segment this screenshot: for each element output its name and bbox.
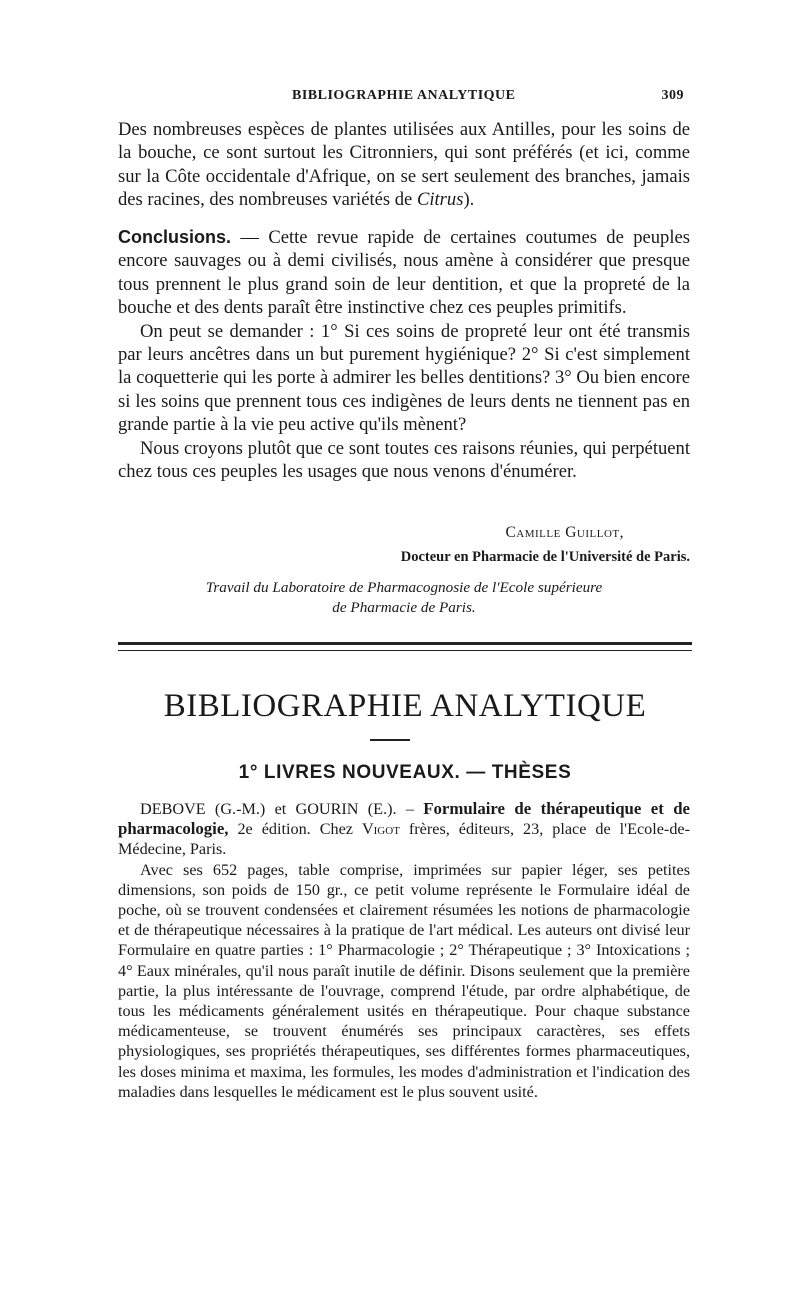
conclusions-heading: Conclusions. xyxy=(118,227,232,247)
entry-publisher: Vigot xyxy=(361,820,400,839)
signature-block xyxy=(118,521,690,569)
entry-review: Avec ses 652 pages, table comprise, imprimées sur papier léger, ses petites dimensions, son poids de 150 gr., ce petit volume représente le Formulaire idéal de poche, où se trouvent condensées et clairement résumées les notions de pharmacologie et de thérapeutique nécessaires à la pratique de l'art médical. Les auteurs ont divisé leur Formulaire en quatre parties : 1° Pharmacologie ; 2° Thérapeutique ; 3° Intoxications ; 4° Eaux minérales, qu'il nous paraît inutile de définir. Disons seulement que la première partie, la plus intéressante de l'ouvrage, comprend l'étude, par ordre alphabétique, de tous les médicaments généralement usités en thérapeutique. Pour chaque substance médicamenteuse, se trouvent énumérés ses principaux caractères, ses effets physiologiques, ses propriétés thérapeutiques, ses différentes formes pharmaceutiques, les doses minima et maxima, les formules, les modes d'administration et l'indication des maladies dans lesquelles le médicament est le plus souvent usité. xyxy=(118,860,690,1101)
conclusions-paragraph-2: On peut se demander : 1° Si ces soins de propreté leur ont été transmis par leurs ancêtres dans un but purement hygiénique? 2° Si c'est simplement la coquetterie qui les porte à admirer les belles dentitions? 3° Ou bien encore si les soins que prennent tous ces indigènes de leurs dents ne tiennent pas en grande partie à la vie peu active qu'ils mènent? xyxy=(118,320,690,436)
section-divider xyxy=(118,642,692,654)
entry-book-title: Formulaire de thérapeutique et de pharmacologie, xyxy=(118,799,691,839)
citrus-term: Citrus xyxy=(416,189,464,211)
conclusions-section xyxy=(118,226,690,483)
laboratory-note-line-1: Travail du Laboratoire de Pharmacognosie de l'Ecole supérieure xyxy=(205,579,603,596)
conclusions-paragraph-3: Nous croyons plutôt que ce sont toutes ces raisons réunies, qui perpétuent chez tous ces peuples les usages que nous venons d'énumérer. xyxy=(118,437,690,483)
entry-publisher-rest: frères, éditeurs, 23, place de l'Ecole-de-Médecine, Paris. xyxy=(118,820,690,859)
section-title: BIBLIOGRAPHIE ANALYTIQUE xyxy=(163,688,647,724)
bibliography-entry xyxy=(118,799,690,1102)
conclusions-paragraph-1: — Cette revue rapide de certaines coutumes de peuples encore sauvages ou à demi civilisés, nous amène à considérer que presque tous prennent le plus grand soin de leur dentition, et que la propreté de la bouche et des dents paraît être instinctive chez ces peuples primitifs. xyxy=(118,227,690,319)
title-underline xyxy=(370,739,410,741)
entry-edition: 2e édition. Chez xyxy=(237,820,353,839)
divider-thin-line xyxy=(118,650,692,651)
paragraph-antilles-text: Des nombreuses espèces de plantes utilisées aux Antilles, pour les soins de la bouche, ce sont surtout les Citronniers, qui sont préférés (et ici, comme sur la Côte occidentale d'Afrique, on se sert seulement des branches, jamais des racines, des nombreuses variétés de xyxy=(118,119,690,211)
entry-authors: DEBOVE (G.-M.) et GOURIN (E.). – xyxy=(140,800,414,818)
entry-reference xyxy=(118,799,690,860)
laboratory-note-line-2: de Pharmacie de Paris. xyxy=(332,599,476,616)
author-name: Camille Guillot, xyxy=(505,524,624,541)
subsection-title: 1° LIVRES NOUVEAUX. — THÈSES xyxy=(238,762,572,783)
paragraph-antilles xyxy=(118,118,690,212)
page-number: 309 xyxy=(661,88,684,103)
laboratory-note xyxy=(118,578,690,618)
divider-thick-line xyxy=(118,642,692,645)
author-title: Docteur en Pharmacie de l'Université de Paris. xyxy=(400,549,690,565)
running-head-title: BIBLIOGRAPHIE ANALYTIQUE xyxy=(292,88,516,103)
paragraph-antilles-end: ). xyxy=(463,189,475,211)
